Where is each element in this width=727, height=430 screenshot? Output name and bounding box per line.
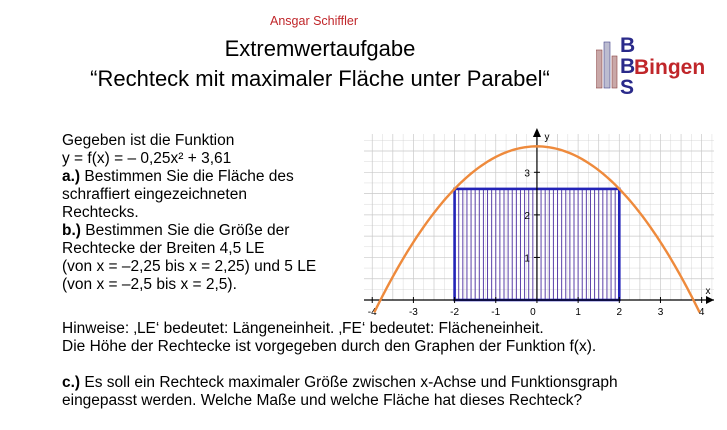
logo-letter-b1: B (620, 34, 636, 57)
author-name: Ansgar Schiffler (270, 14, 359, 28)
logo-bar-1 (596, 50, 602, 88)
hints-block (62, 320, 618, 410)
task-text (62, 132, 316, 294)
function-definition: y = f(x) = – 0,25x² + 3,61 (62, 150, 232, 167)
logo-letter-b2: B (620, 55, 636, 78)
task-c-cont: eingepasst werden. Welche Maße und welche Fläche hat dieses Rechteck? (62, 392, 583, 409)
y-tick-label: 2 (524, 210, 530, 222)
parabola-chart (360, 126, 720, 322)
task-a-text: Bestimmen Sie die Fläche des (84, 168, 294, 185)
page-subtitle: “Rechteck mit maximaler Fläche unter Parabel“ (90, 66, 550, 91)
x-axis-label: x (705, 286, 711, 297)
task-c (62, 374, 618, 392)
task-intro: Gegeben ist die Funktion (62, 132, 235, 149)
task-b (62, 222, 316, 240)
task-a-cont: Rechtecks. (62, 204, 139, 221)
task-a (62, 168, 316, 186)
y-axis-label: y (544, 132, 550, 143)
y-axis-arrow (533, 128, 541, 137)
y-tick-label: 1 (524, 253, 530, 265)
task-c-label: c.) (62, 374, 81, 391)
x-tick-label: -1 (491, 307, 501, 318)
hint-height: Die Höhe der Rechtecke ist vorgegeben durch den Graphen der Funktion f(x). (62, 338, 597, 355)
page-title: Extremwertaufgabe (224, 36, 416, 61)
x-tick-label: 2 (616, 307, 623, 318)
hint-units: Hinweise: ‚LE‘ bedeutet: Längeneinheit. ‚FE‘ bedeutet: Flächeneinheit. (62, 320, 544, 337)
y-tick-label: 3 (524, 168, 530, 180)
task-a-label: a.) (62, 168, 81, 185)
task-b-label: b.) (62, 222, 81, 239)
x-tick-label: 0 (530, 307, 536, 318)
task-c-text: Es soll ein Rechteck maximaler Größe zwischen x-Achse und Funktionsgraph (84, 374, 618, 391)
bbs-bingen-logo (596, 34, 708, 96)
x-axis-arrow (706, 296, 714, 304)
x-tick-label: 4 (698, 307, 705, 318)
x-tick-label: -2 (450, 307, 460, 318)
logo-bar-3 (612, 56, 617, 88)
logo-letter-s: S (620, 76, 635, 96)
x-tick-label: -3 (408, 307, 418, 318)
x-tick-label: -4 (367, 307, 377, 318)
task-b-cont: Rechtecke der Breiten 4,5 LE (62, 240, 265, 257)
task-b-cont: (von x = –2,5 bis x = 2,5). (62, 276, 237, 293)
task-b-cont: (von x = –2,25 bis x = 2,25) und 5 LE (62, 258, 317, 275)
x-tick-label: 3 (657, 307, 664, 318)
task-b-text: Bestimmen Sie die Größe der (85, 222, 290, 239)
logo-bar-2 (604, 42, 610, 88)
x-tick-label: 1 (575, 307, 581, 318)
logo-word-bingen: Bingen (634, 56, 706, 79)
task-a-cont: schraffiert eingezeichneten (62, 186, 247, 203)
